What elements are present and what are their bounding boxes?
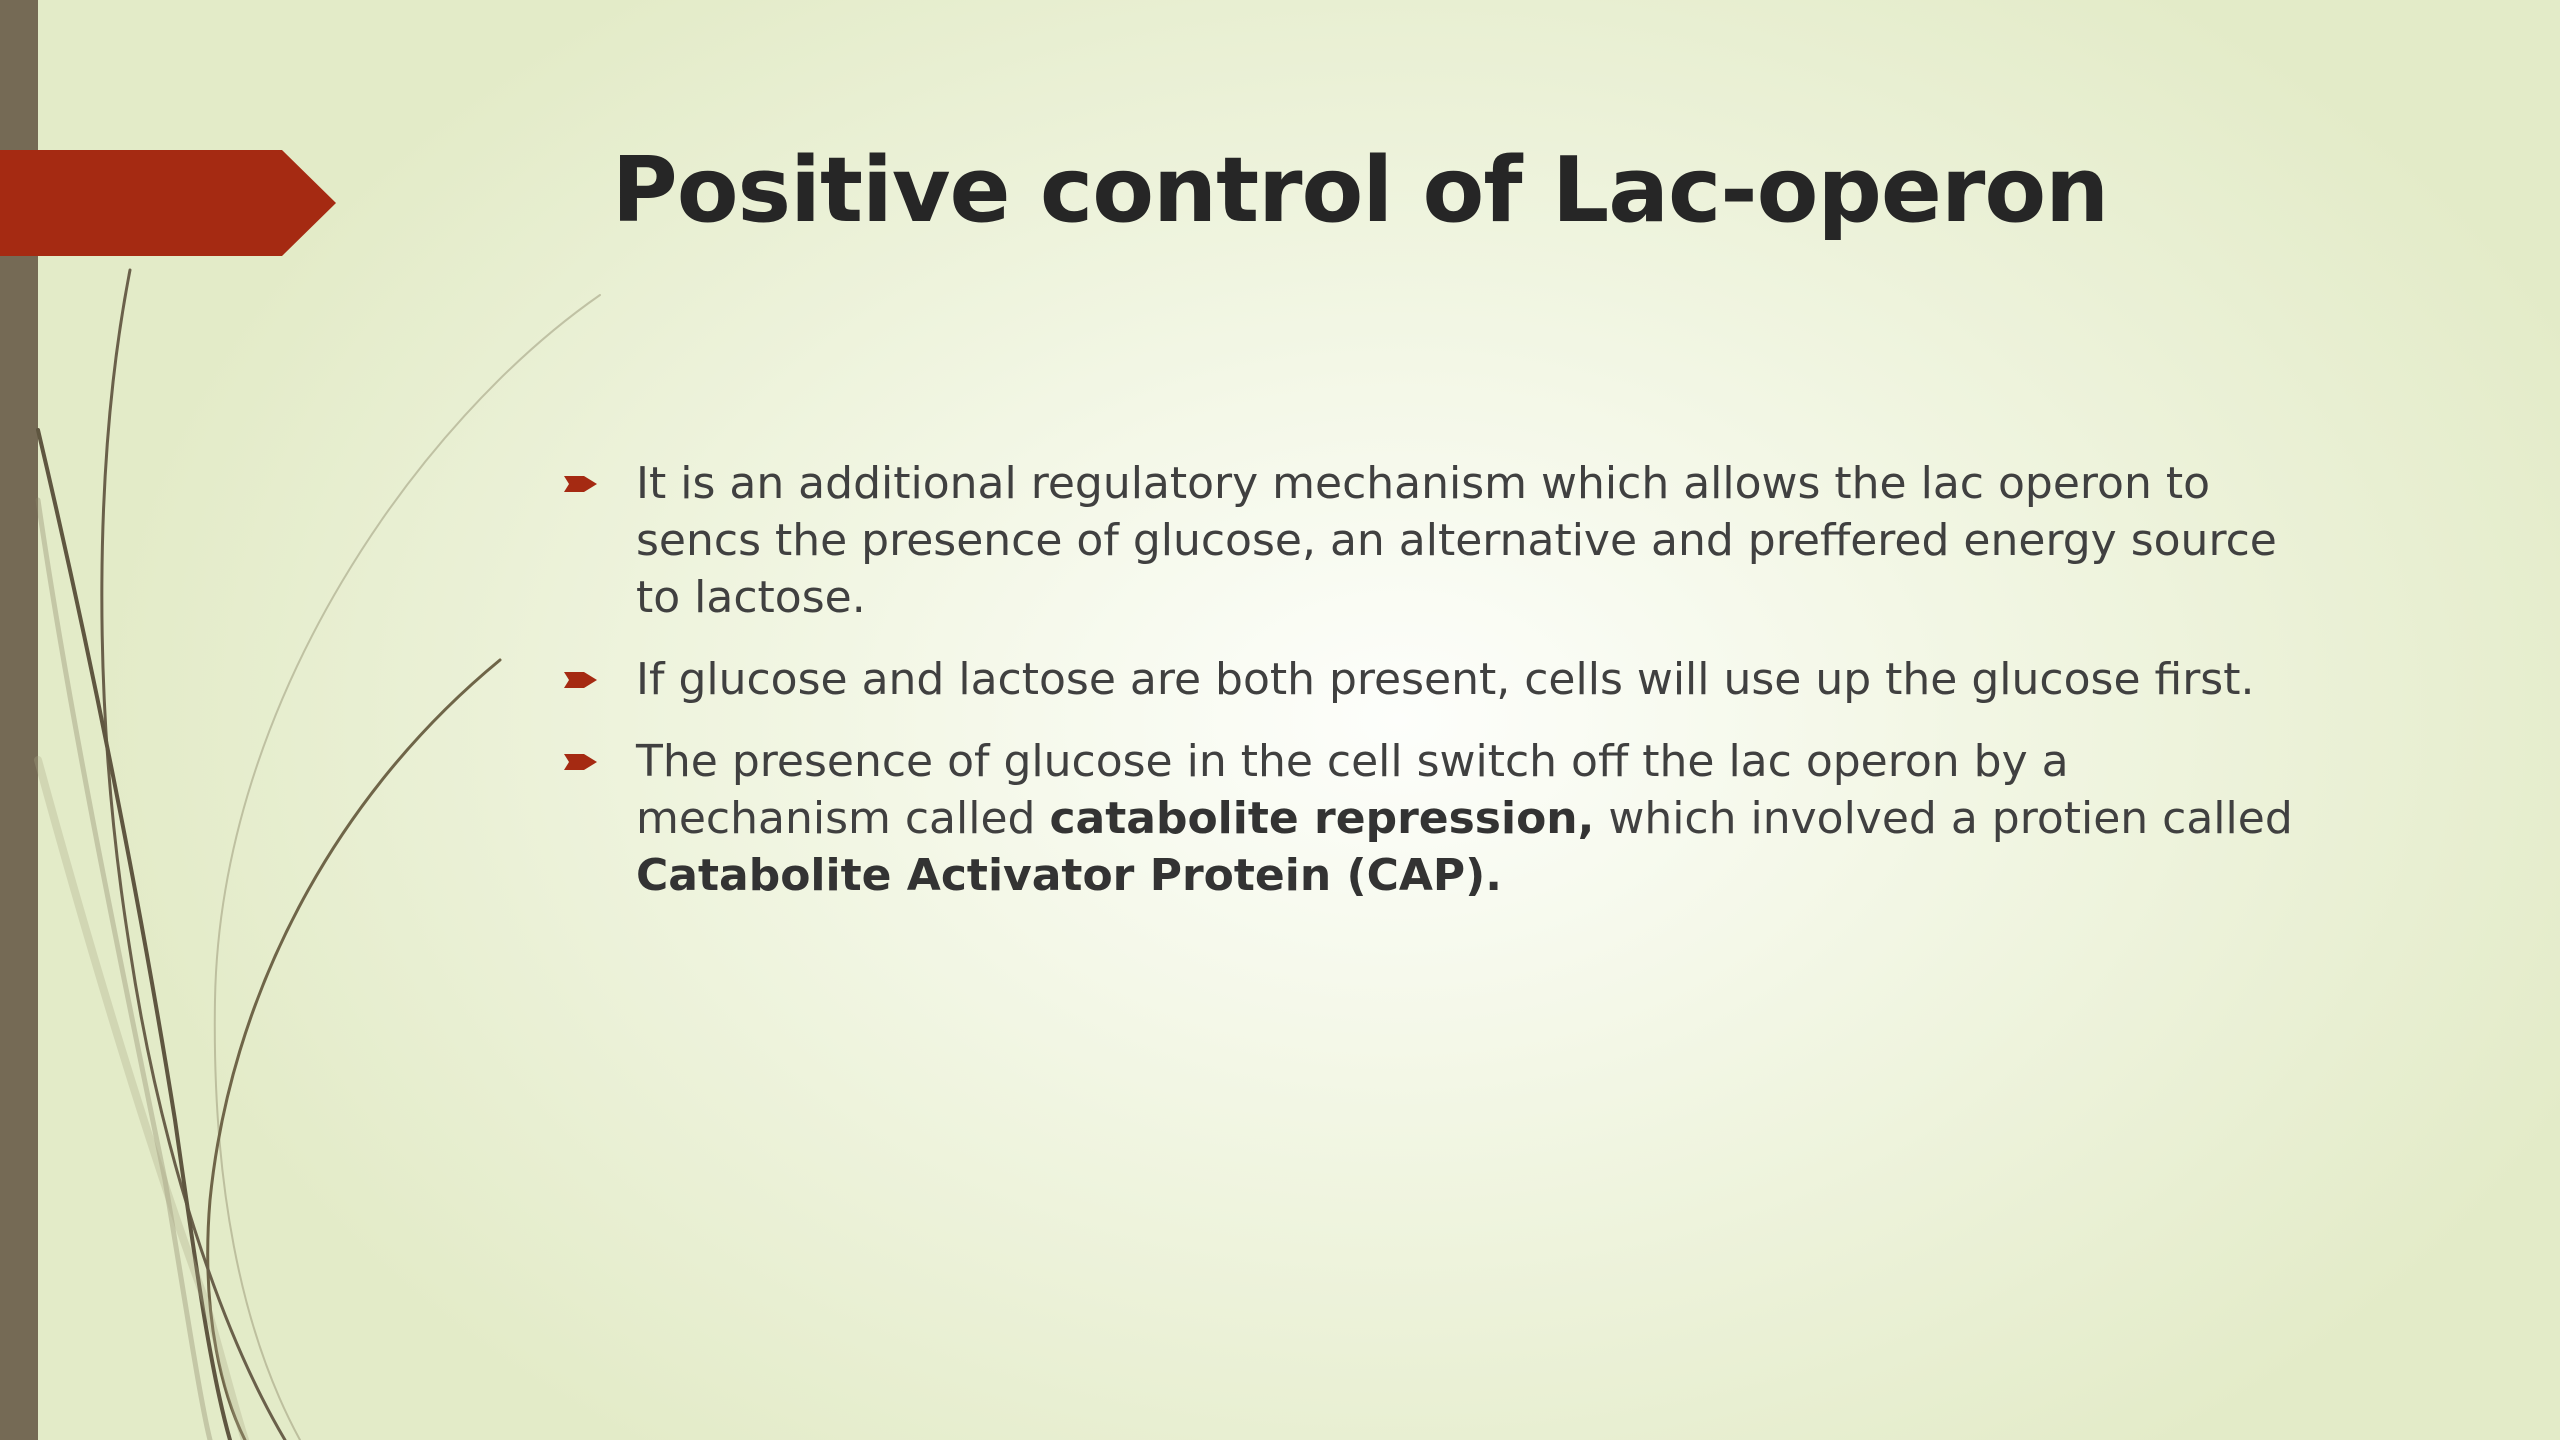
bullet-text: which involved a protien called bbox=[1594, 793, 2293, 844]
arrow-right-icon bbox=[564, 751, 598, 773]
bullet-item bbox=[560, 455, 2320, 626]
bullet-text: The presence of glucose in the cell switch off the lac operon by a mechanism called bbox=[636, 736, 2069, 844]
arrow-right-icon bbox=[564, 669, 598, 691]
bold-term: catabolite repression, bbox=[1049, 793, 1595, 844]
bullet-item bbox=[560, 651, 2320, 708]
bullet-list bbox=[560, 455, 2320, 929]
arrow-right-icon bbox=[564, 473, 598, 495]
bold-term: Catabolite Activator Protein (CAP). bbox=[636, 850, 1502, 901]
bullet-text: It is an additional regulatory mechanism which allows the lac operon to sencs the presence of glucose, an alternative and preffered energy source to lactose. bbox=[636, 458, 2277, 623]
bullet-text: If glucose and lactose are both present, cells will use up the glucose first. bbox=[636, 654, 2255, 705]
bullet-item bbox=[560, 733, 2320, 904]
slide-title: Positive control of Lac-operon bbox=[611, 138, 2109, 243]
